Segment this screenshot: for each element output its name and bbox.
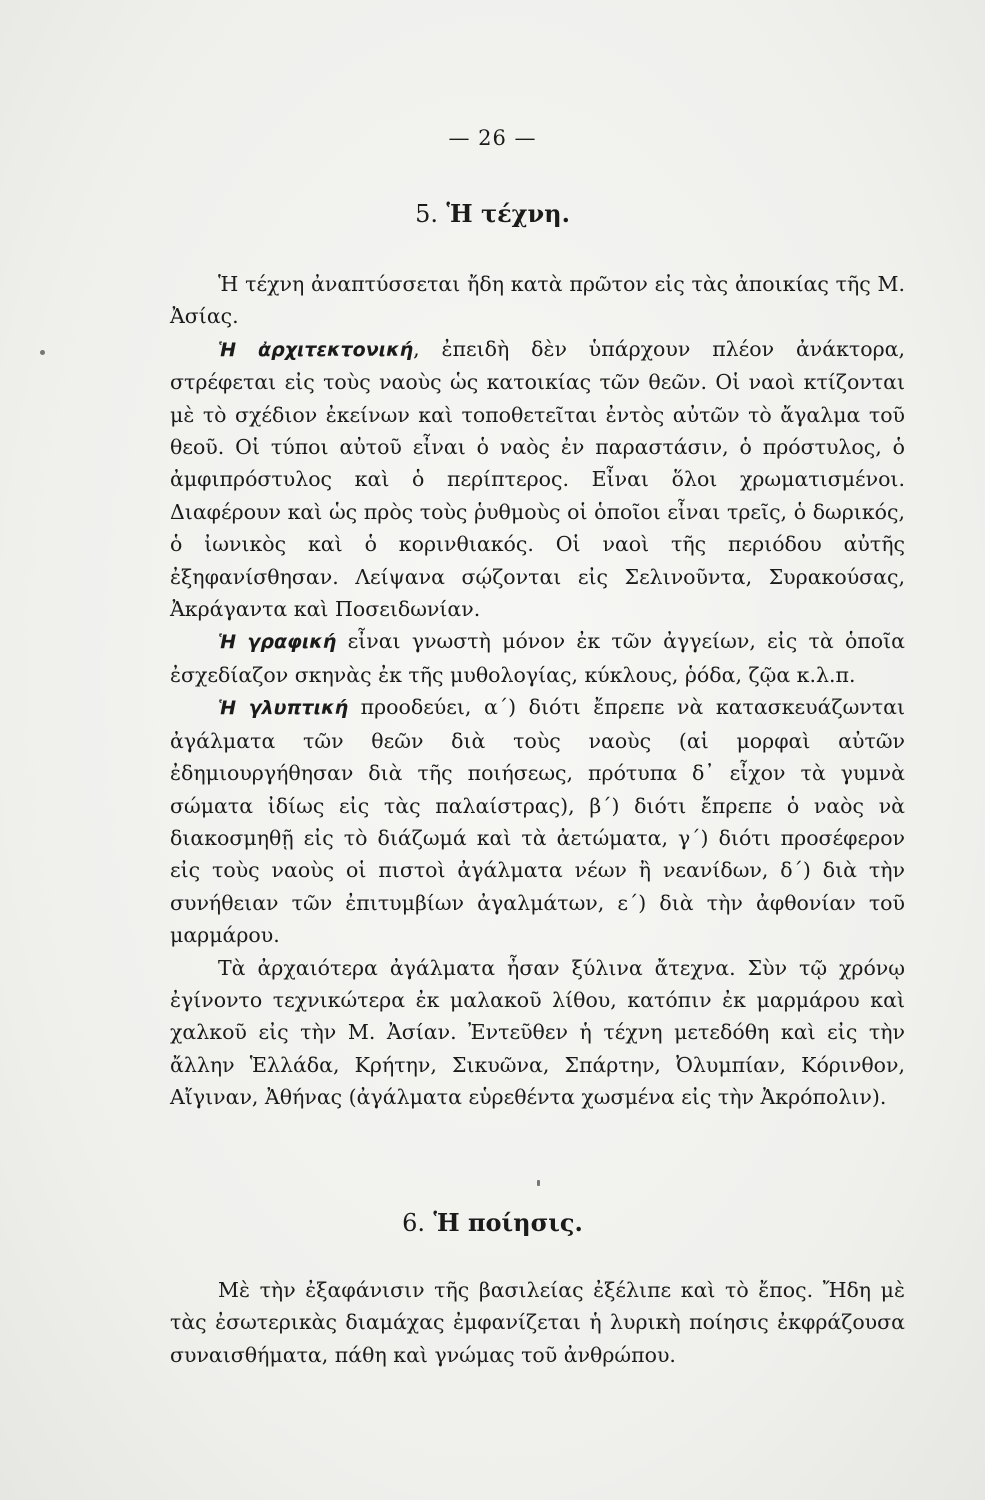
statues-paragraph: Τὰ ἀρχαιότερα ἀγάλματα ἦσαν ξύλινα ἄτεχνα. Σὺν τῷ χρόνῳ ἐγίνοντο τεχνικώτερα ἐκ μαλακοῦ λίθου, κατόπιν ἐκ μαρμάρου καὶ χαλκοῦ εἰς τὴν Μ. Ἀσίαν. Ἐντεῦθεν ἡ τέχνη μετεδόθη καὶ εἰς τὴν ἄλλην Ἑλλάδα, Κρήτην, Σικυῶνα, Σπάρτην, Ὀλυμπίαν, Κόρινθον, Αἴγιναν, Ἀθήνας (ἀγάλματα εὑρεθέντα χωσμένα εἰς τὴν Ἀκρόπολιν). bbox=[170, 955, 905, 1110]
art-section-body bbox=[170, 268, 905, 1114]
architecture-paragraph bbox=[170, 333, 905, 626]
painting-text: εἶναι γνωστὴ μόνον ἐκ τῶν ἀγγείων, εἰς τὰ ὁποῖα ἐσχεδίαζον σκηνὰς ἐκ τῆς μυθολογίας, κύκλους, ῥόδα, ζῷα κ.λ.π. bbox=[170, 629, 905, 687]
section-heading-art bbox=[0, 199, 985, 228]
section-number-art: 5. bbox=[415, 200, 438, 228]
section-title-poetry: Ἡ ποίησις. bbox=[433, 1208, 583, 1237]
poetry-section-body bbox=[170, 1274, 905, 1371]
painting-term: Ἡ γραφική bbox=[218, 631, 337, 654]
poetry-paragraph: Μὲ τὴν ἐξαφάνισιν τῆς βασιλείας ἐξέλιπε καὶ τὸ ἔπος. Ἤδη μὲ τὰς ἐσωτερικὰς διαμάχας ἐμφανίζεται ἡ λυρικὴ ποίησις ἐκφράζουσα συναισθήματα, πάθη καὶ γνώμας τοῦ ἀνθρώπου. bbox=[170, 1278, 905, 1367]
sculpture-text: προοδεύει, α΄) διότι ἔπρεπε νὰ κατασκευάζωνται ἀγάλματα τῶν θεῶν διὰ τοὺς ναοὺς (αἱ μορφαὶ αὐτῶν ἐδημιουργήθησαν διὰ τῆς ποιήσεως, πρότυπα δ᾽ εἶχον τὰ γυμνὰ σώματα ἰδίως εἰς τὰς παλαίστρας), β΄) διότι ἔπρεπε ὁ ναὸς νὰ διακοσμηθῇ εἰς τὸ διάζωμά καὶ τὰ ἀετώματα, γ΄) διότι προσέφερον εἰς τοὺς ναοὺς οἱ πιστοὶ ἀγάλματα νέων ἢ νεανίδων, δ΄) διὰ τὴν συνήθειαν τῶν ἐπιτυμβίων ἀγαλμάτων, ε΄) διὰ τὴν ἀφθονίαν τοῦ μαρμάρου. bbox=[170, 695, 905, 948]
page-number: — 26 — bbox=[448, 126, 537, 150]
section-number-poetry: 6. bbox=[402, 1209, 425, 1237]
margin-dot-mark bbox=[40, 350, 45, 355]
sculpture-paragraph bbox=[170, 691, 905, 951]
architecture-text: , ἐπειδὴ δὲν ὑπάρχουν πλέον ἀνάκτορα, στρέφεται εἰς τοὺς ναοὺς ὡς κατοικίας τῶν θεῶν. Οἱ ναοὶ κτίζονται μὲ τὸ σχέδιον ἐκείνων καὶ τοποθετεῖται ἐντὸς αὐτῶν τὸ ἄγαλμα τοῦ θεοῦ. Οἱ τύποι αὐτοῦ εἶναι ὁ ναὸς ἐν παραστάσιν, ὁ πρόστυλος, ὁ ἀμφιπρόστυλος καὶ ὁ περίπτερος. Εἶναι ὅλοι χρωματισμένοι. Διαφέρουν καὶ ὡς πρὸς τοὺς ῥυθμοὺς οἱ ὁποῖοι εἶναι τρεῖς, ὁ δωρικός, ὁ ἰωνικὸς καὶ ὁ κορινθιακός. Οἱ ναοὶ τῆς περιόδου αὐτῆς ἐξηφανίσθησαν. Λείψανα σῴζονται εἰς Σελινοῦντα, Συρακούσας, Ἀκράγαντα καὶ Ποσειδωνίαν. bbox=[170, 336, 906, 622]
architecture-term: Ἡ ἀρχιτεκτονική bbox=[218, 338, 414, 361]
section-heading-poetry bbox=[0, 1208, 985, 1237]
stray-ink-mark bbox=[537, 1180, 540, 1186]
art-intro-paragraph: Ἡ τέχνη ἀναπτύσσεται ἤδη κατὰ πρῶτον εἰς τὰς ἀποικίας τῆς Μ. Ἀσίας. bbox=[170, 272, 905, 329]
painting-paragraph bbox=[170, 625, 905, 691]
section-title-art: Ἡ τέχνη. bbox=[446, 199, 570, 228]
sculpture-term: Ἡ γλυπτική bbox=[218, 697, 349, 720]
